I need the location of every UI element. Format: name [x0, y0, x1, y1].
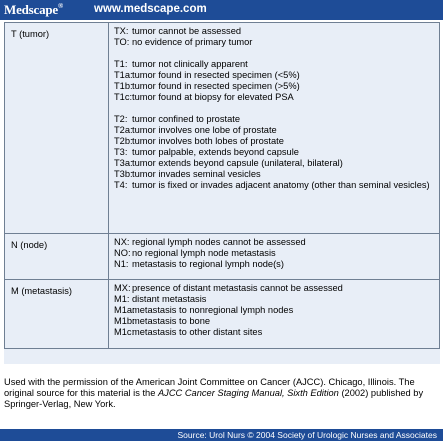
stage-description: tumor found at biopsy for elevated PSA [132, 92, 294, 102]
footnote-text: Used with the permission of the American Joint Committee on Cancer (AJCC). Chicago, Illinois. The original source for this material is the [4, 377, 415, 398]
stage-description: tumor found in resected specimen (<5%) [132, 70, 300, 80]
metastasis-category-label: M (metastasis) [5, 280, 109, 349]
definition-row [114, 147, 435, 158]
stage-description: presence of distant metastasis cannot be assessed [132, 283, 343, 293]
node-definitions [109, 234, 440, 280]
definition-row [114, 81, 435, 92]
stage-description: metastasis to regional lymph node(s) [132, 259, 284, 269]
node-row [5, 234, 440, 280]
site-url-link[interactable]: www.medscape.com [94, 3, 207, 15]
definition-row [114, 169, 435, 180]
definition-row [114, 37, 435, 48]
definition-row [114, 70, 435, 81]
stage-code: T1b: [114, 81, 133, 91]
logo-text: Medscape [4, 2, 58, 17]
stage-description: tumor confined to prostate [132, 114, 241, 124]
footnote-book-title: AJCC Cancer Staging Manual, Sixth Edition [157, 388, 339, 398]
stage-description: tumor involves both lobes of prostate [132, 136, 284, 146]
definition-row [114, 59, 435, 70]
stage-description: metastasis to bone [132, 316, 211, 326]
stage-description: regional lymph nodes cannot be assessed [132, 237, 306, 247]
definition-row [114, 92, 435, 103]
metastasis-definitions [109, 280, 440, 349]
stage-description: tumor cannot be assessed [132, 26, 242, 36]
stage-description: metastasis to nonregional lymph nodes [132, 305, 294, 315]
definition-row [114, 294, 435, 305]
stage-code: NO: [114, 248, 131, 258]
definition-row [114, 305, 435, 316]
stage-code: T1a: [114, 70, 133, 80]
stage-code: TO: [114, 37, 130, 47]
definition-row [114, 26, 435, 37]
definition-row [114, 259, 435, 270]
medscape-header-bar [0, 0, 443, 20]
definition-row [114, 158, 435, 169]
stage-code: T1: [114, 59, 128, 69]
stage-code: M1b: [114, 316, 135, 326]
stage-description: metastasis to other distant sites [132, 327, 263, 337]
definition-row [114, 327, 435, 338]
stage-code: MX: [114, 283, 131, 293]
stage-description: tumor involves one lobe of prostate [132, 125, 277, 135]
stage-code: T1c: [114, 92, 133, 102]
stage-description: tumor palpable, extends beyond capsule [132, 147, 299, 157]
stage-code: M1: [114, 294, 130, 304]
stage-code: M1a: [114, 305, 135, 315]
footnote-text-end: (2002) published by Springer-Verlag, New York. [4, 388, 424, 409]
definition-row [114, 316, 435, 327]
stage-code: NX: [114, 237, 130, 247]
stage-description: tumor invades seminal vesicles [132, 169, 261, 179]
stage-code: T3: [114, 147, 128, 157]
staging-table-container [4, 22, 440, 364]
source-footer-bar [0, 429, 443, 441]
permission-footnote [4, 377, 440, 410]
source-citation: Source: Urol Nurs © 2004 Society of Urologic Nurses and Associates [177, 430, 437, 440]
tumor-definitions [109, 23, 440, 234]
tumor-row [5, 23, 440, 234]
definition-row [114, 125, 435, 136]
stage-description: distant metastasis [132, 294, 207, 304]
registered-mark: ® [58, 2, 64, 10]
stage-code: T2: [114, 114, 128, 124]
stage-code: T3b: [114, 169, 133, 179]
stage-code: N1: [114, 259, 129, 269]
stage-description: no evidence of primary tumor [132, 37, 253, 47]
stage-code: T2a: [114, 125, 133, 135]
stage-description: no regional lymph node metastasis [132, 248, 276, 258]
stage-code: T2b: [114, 136, 133, 146]
definition-row [114, 248, 435, 259]
medscape-logo[interactable] [4, 2, 63, 18]
stage-code: TX: [114, 26, 129, 36]
definition-row [114, 136, 435, 147]
definition-row [114, 283, 435, 294]
stage-description: tumor is fixed or invades adjacent anatomy (other than seminal vesicles) [132, 180, 430, 190]
node-category-label: N (node) [5, 234, 109, 280]
tnm-staging-table [4, 22, 440, 349]
group-spacer [114, 48, 435, 59]
definition-row [114, 237, 435, 248]
stage-description: tumor extends beyond capsule (unilateral, bilateral) [132, 158, 343, 168]
stage-code: T3a: [114, 158, 133, 168]
group-spacer [114, 103, 435, 114]
definition-row [114, 114, 435, 125]
metastasis-row [5, 280, 440, 349]
stage-description: tumor found in resected specimen (>5%) [132, 81, 300, 91]
stage-code: T4: [114, 180, 128, 190]
tumor-category-label: T (tumor) [5, 23, 109, 234]
stage-description: tumor not clinically apparent [132, 59, 248, 69]
definition-row [114, 180, 435, 191]
stage-code: M1c: [114, 327, 135, 337]
